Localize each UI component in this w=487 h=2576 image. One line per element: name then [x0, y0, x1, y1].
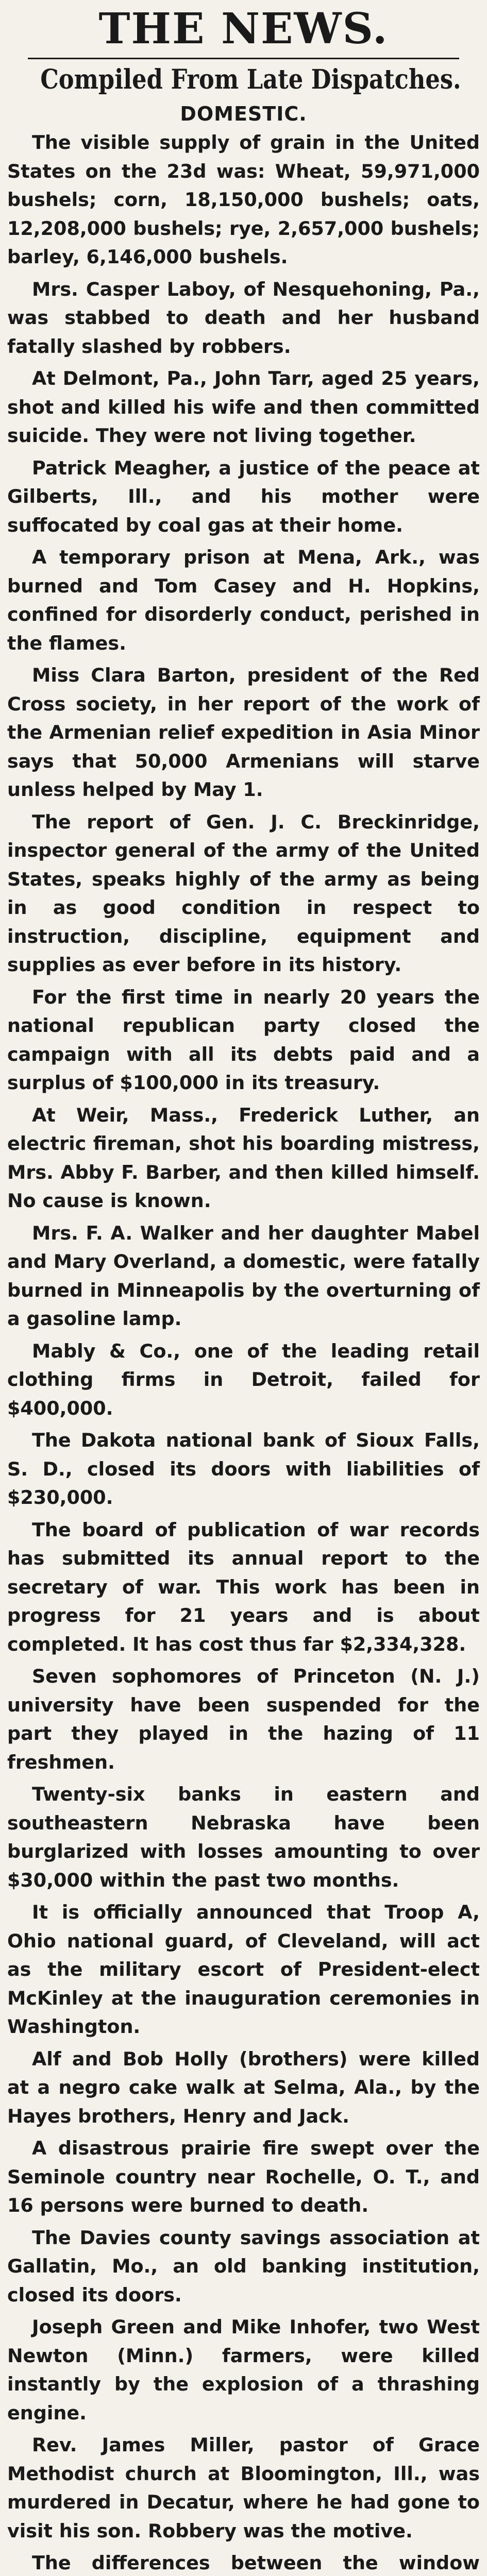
news-item: Miss Clara Barton, president of the Red Cross society, in her report of the work of the Armenian relief expedition in Asia Minor says that 50,000 Armenians will starve unless helped by May 1. [7, 664, 480, 801]
news-item: For the first time in nearly 20 years the national republican party closed the campaign with all its debts paid and a surplus of $100,000 in its treasury. [7, 986, 480, 1094]
news-item: A temporary prison at Mena, Ark., was burned and Tom Casey and H. Hopkins, confined for disorderly conduct, perished in the flames. [7, 546, 480, 654]
news-item: The board of publication of war records has submitted its annual report to the secretary of war. This work has been in progress for 21 years and is about completed. It has cost thus far $2,334,328. [7, 1518, 480, 1655]
news-item: The Davies county savings association at Gallatin, Mo., an old banking institution, closed its doors. [7, 2226, 480, 2306]
news-items [7, 128, 480, 2576]
news-item: The differences between the window [32, 2552, 480, 2574]
news-item: Mably & Co., one of the leading retail clothing firms in Detroit, failed for $400,000. [7, 1340, 480, 1419]
masthead: THE NEWS. [98, 4, 389, 54]
news-item: The visible supply of grain in the United States on the 23d was: Wheat, 59,971,000 bushels; corn, 18,150,000 bushels; oats, 12,208,000 bushels; rye, 2,657,000 bushels; barley, 6,146,000 bushels. [7, 131, 480, 268]
news-item: Patrick Meagher, a justice of the peace at Gilberts, Ill., and his mother were suffocated by coal gas at their home. [7, 456, 480, 536]
news-item: Twenty-six banks in eastern and southeastern Nebraska have been burglarized with losses amounting to over $30,000 within the past two months. [7, 1783, 480, 1891]
news-item: Mrs. Casper Laboy, of Nesquehoning, Pa., was stabbed to death and her husband fatally slashed by robbers. [7, 278, 480, 358]
news-item: It is officially announced that Troop A, Ohio national guard, of Cleveland, will act as the military escort of President-elect McKinley at the inauguration ceremonies in Washington. [7, 1901, 480, 2038]
news-item: At Weir, Mass., Frederick Luther, an electric fireman, shot his boarding mistress, Mrs. Abby F. Barber, and then killed himself. No cause is known. [7, 1104, 480, 1212]
news-item: Rev. James Miller, pastor of Grace Methodist church at Bloomington, Ill., was murdered in Decatur, where he had gone to visit his son. Robbery was the motive. [7, 2434, 480, 2542]
news-item: Mrs. F. A. Walker and her daughter Mabel and Mary Overland, a domestic, were fatally burned in Minneapolis by the overturning of a gasoline lamp. [7, 1222, 480, 1330]
news-item: Joseph Green and Mike Inhofer, two West Newton (Minn.) farmers, were killed instantly by the explosion of a thrashing engine. [7, 2316, 480, 2424]
section-heading: DOMESTIC. [180, 103, 307, 125]
news-item: The Dakota national bank of Sioux Falls, S. D., closed its doors with liabilities of $230,000. [7, 1429, 480, 1509]
subhead: Compiled From Late Dispatches. [40, 64, 461, 95]
news-item: Alf and Bob Holly (brothers) were killed at a negro cake walk at Selma, Ala., by the Hayes brothers, Henry and Jack. [7, 2047, 480, 2127]
masthead-rule [28, 58, 459, 59]
news-item: At Delmont, Pa., John Tarr, aged 25 years, shot and killed his wife and then committed suicide. They were not living together. [7, 367, 480, 447]
news-item: Seven sophomores of Princeton (N. J.) university have been suspended for the part they played in the hazing of 11 freshmen. [7, 1665, 480, 1773]
news-item: A disastrous prairie fire swept over the Seminole country near Rochelle, O. T., and 16 persons were burned to death. [7, 2137, 480, 2216]
news-item: The report of Gen. J. C. Breckinridge, inspector general of the army of the United States, speaks highly of the army as being in as good condition in respect to instruction, discipline, equipment and supplies as ever before in its history. [7, 810, 480, 976]
